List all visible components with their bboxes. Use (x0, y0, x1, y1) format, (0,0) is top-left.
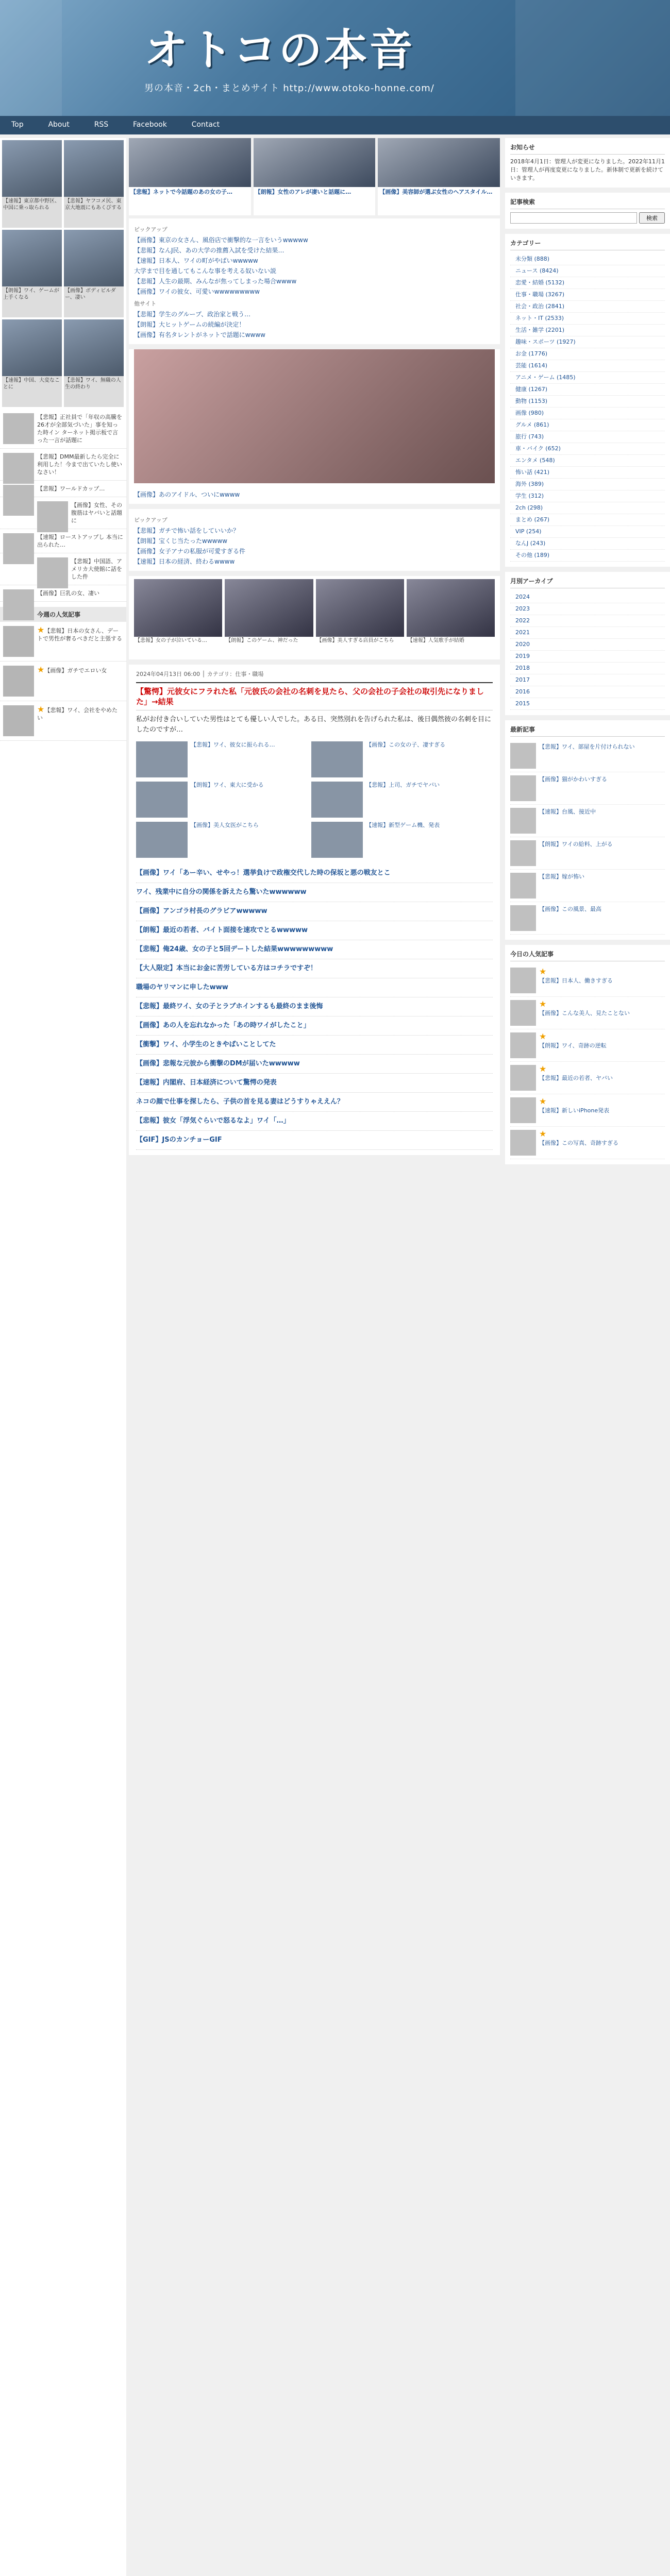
thumb-card[interactable] (2, 319, 62, 407)
popular-thumb (510, 968, 536, 993)
ad-caption: 【画像】美人すぎる店員がこちら (316, 637, 404, 656)
ad-card[interactable] (316, 579, 404, 656)
thumb-card[interactable] (64, 319, 124, 407)
search-widget (505, 193, 670, 229)
popular-text: 【朗報】ワイ、奇跡の逆転 (539, 1042, 607, 1049)
related-link[interactable]: ネコの顔で仕事を探したら、子供の首を見る妻はどうすりゃええん？ (136, 1093, 493, 1112)
popular-item[interactable] (510, 1062, 665, 1094)
featured-image (254, 138, 376, 187)
left-post[interactable]: 【悲報】ワールドカップ… (0, 481, 126, 497)
nav-facebook[interactable]: Facebook (133, 121, 167, 129)
left-sidebar (0, 138, 126, 2576)
main-content (129, 138, 500, 2576)
recent-text: 【悲報】嫁が怖い (539, 873, 584, 880)
related-link[interactable]: 【悲報】彼女「浮気ぐらいで怒るなよ」ワイ「…」 (136, 1112, 493, 1131)
popular-thumb (510, 1032, 536, 1058)
archive-item[interactable]: 2015 (510, 698, 665, 710)
related-link[interactable]: 【悲報】最終ワイ、女の子とラブホインするも最終のまま後悔 (136, 997, 493, 1016)
post-thumb (3, 626, 34, 657)
left-post[interactable]: 【画像】女性、その腹筋はヤバいと話題に (0, 497, 126, 529)
pickup-list (129, 218, 500, 344)
thumb-caption: 【画像】ボディビルダー、凄い (65, 288, 116, 300)
card-text: 【朗報】ワイ、東大に受かる (191, 782, 264, 788)
archive-item[interactable]: 2018 (510, 663, 665, 674)
left-rank[interactable]: ★ 【悲報】ワイ、会社をやめたい (0, 701, 126, 741)
category-item[interactable]: なんJ (243) (510, 538, 665, 550)
post-thumb (37, 557, 68, 588)
widget-title: お知らせ (510, 143, 665, 155)
category-item[interactable]: 健康 (1267) (510, 384, 665, 396)
pickup-link[interactable]: 【画像】ワイの彼女、可愛いwwwwwwwww (134, 288, 260, 295)
category-item[interactable]: 学生 (312) (510, 490, 665, 502)
ad-row (129, 576, 500, 659)
recent-text: 【朗報】ワイの給料、上がる (539, 841, 613, 848)
category-item[interactable]: まとめ (267) (510, 514, 665, 526)
featured-row (129, 138, 500, 215)
popular-text: 【悲報】日本人、働きすぎる (539, 977, 613, 984)
category-item[interactable]: お金 (1776) (510, 348, 665, 360)
related-link[interactable]: 【朗報】最近の若者、バイト面接を速攻でとるwwwww (136, 921, 493, 940)
recent-thumb (510, 808, 536, 834)
recent-item[interactable] (510, 870, 665, 902)
featured-caption: 【画像】美容師が選ぶ女性のヘアスタイル… (379, 189, 493, 195)
popular-item[interactable] (510, 964, 665, 997)
site-subtitle: 男の本音・2ch・まとめサイト http://www.otoko-honne.com/ (144, 83, 434, 94)
card-thumb (136, 822, 188, 858)
category-item[interactable]: 恋愛・結婚 (5132) (510, 277, 665, 289)
recent-thumb (510, 743, 536, 769)
ad-card[interactable] (134, 579, 222, 656)
category-item[interactable]: グルメ (861) (510, 419, 665, 431)
site-title: オトコの本音 (144, 24, 415, 75)
archive-item[interactable]: 2022 (510, 615, 665, 627)
recent-widget (505, 720, 670, 940)
category-list (510, 253, 665, 562)
featured-image (378, 138, 500, 187)
card-thumb (136, 741, 188, 777)
popular-thumb (510, 1000, 536, 1026)
category-item[interactable]: 生活・雑学 (2201) (510, 325, 665, 336)
category-widget (505, 234, 670, 567)
left-section-title: 今週の人気記事 (0, 607, 126, 622)
pickup-heading: 他サイト (134, 300, 157, 307)
pickup-link[interactable]: 【朗報】宝くじ当たったwwwww (134, 537, 228, 545)
category-item[interactable]: 未分類 (888) (510, 253, 665, 265)
featured-card[interactable] (254, 138, 376, 215)
post-thumb (3, 705, 34, 736)
ad-card[interactable] (407, 579, 495, 656)
pickup-link[interactable]: 大学まで目を通してもこんな事を考える奴いない説 (134, 267, 277, 275)
search-input[interactable] (510, 212, 637, 224)
thumb-caption: 【悲報】ヤフコメ民、東京大地震にもあくびする (65, 198, 122, 211)
left-post[interactable]: 【悲報】正社員で「年収の高騰を26才が全部気づいた」事を知った時イン ターネット掲示板で言った一言が話題に (0, 409, 126, 449)
left-post[interactable]: 【悲報】DMM最新したら完全に利用した！今まで出ていたし使いなさい！ (0, 449, 126, 481)
popular-item[interactable] (510, 997, 665, 1029)
nav-top[interactable]: Top (11, 121, 24, 129)
related-link[interactable]: 【速報】内閣府、日本経済について驚愕の発表 (136, 1074, 493, 1093)
pickup-heading: ピックアップ (134, 226, 167, 233)
post-thumb (3, 589, 34, 620)
category-item[interactable]: その他 (189) (510, 550, 665, 562)
category-item[interactable]: 車・バイク (652) (510, 443, 665, 455)
popular-thumb (510, 1065, 536, 1091)
pickup-link[interactable]: 【悲報】なんJ民、あの大学の推薦入試を受けた結果… (134, 247, 284, 254)
recent-item[interactable] (510, 902, 665, 935)
category-item[interactable]: 芸能 (1614) (510, 360, 665, 372)
post-thumb (3, 533, 34, 564)
recent-text: 【画像】猫がかわいすぎる (539, 776, 607, 783)
archive-item[interactable]: 2021 (510, 627, 665, 639)
ad-caption: 【朗報】このゲーム、神だった (225, 637, 313, 656)
ad-image (407, 579, 495, 637)
thumb-caption: 【速報】中国、大変なことに (3, 378, 60, 390)
thumb-image (64, 319, 124, 376)
card-thumb (311, 822, 363, 858)
banner-caption[interactable]: 【画像】あのアイドル、ついにwwww (134, 491, 240, 498)
category-item[interactable]: ニュース (8424) (510, 265, 665, 277)
archive-list (510, 591, 665, 710)
pickup-heading: ピックアップ (134, 517, 167, 523)
thumb-image (2, 230, 62, 286)
recent-item[interactable] (510, 740, 665, 772)
left-post[interactable]: 【速報】ローストアップし 本当に出られた… (0, 529, 126, 553)
thumb-caption: 【速報】東京都中野区、中国に乗っ取られる (3, 198, 60, 211)
thumb-image (2, 140, 62, 197)
thumb-card[interactable] (2, 140, 62, 228)
post-thumb (37, 501, 68, 532)
pickup-link[interactable]: 【悲報】ガチで怖い話をしていいか？ (134, 527, 240, 534)
category-item[interactable]: アニメ・ゲーム (1485) (510, 372, 665, 384)
archive-item[interactable]: 2020 (510, 639, 665, 651)
archive-item[interactable]: 2016 (510, 686, 665, 698)
site-logo[interactable] (144, 15, 479, 93)
widget-title: 最新記事 (510, 725, 665, 737)
recent-thumb (510, 775, 536, 801)
related-link[interactable]: 【画像】あの人を忘れなかった「あの時ワイがしたこと」 (136, 1016, 493, 1036)
article-card[interactable] (311, 782, 482, 818)
recent-item[interactable] (510, 805, 665, 837)
notice-text: 2018年4月1日：管理人が変更になりました。2022年11月1日：管理人が再度変更になりました。新体制で更新を続けていきます。 (510, 158, 665, 181)
search-form (510, 212, 665, 224)
banner-image[interactable] (134, 349, 495, 483)
popular-text: 【悲報】最近の若者、ヤバい (539, 1075, 613, 1081)
header-decoration (0, 0, 62, 116)
ad-image (316, 579, 404, 637)
banner-caption-wrap (129, 485, 500, 504)
related-list (136, 864, 493, 1150)
recent-item[interactable] (510, 772, 665, 805)
site-header (0, 0, 670, 116)
thumb-image (64, 230, 124, 286)
article-cards (136, 741, 493, 858)
post-thumb (3, 485, 34, 516)
star-icon: ★ (539, 1096, 547, 1106)
featured-caption: 【悲報】ネットで今話題のあの女の子… (130, 189, 232, 195)
popular-item[interactable] (510, 1127, 665, 1159)
popular-text: 【速報】新しいiPhone発表 (539, 1107, 610, 1114)
widget-title: カテゴリー (510, 239, 665, 250)
notice-widget (505, 138, 670, 188)
star-icon: ★ (539, 967, 547, 976)
pickup-link[interactable]: 【悲報】人生の最期、みんなが焦ってしまった場合wwww (134, 278, 297, 285)
ad-caption: 【悲報】女の子が泣いている… (134, 637, 222, 656)
header-decoration (515, 0, 670, 116)
archive-item[interactable]: 2017 (510, 674, 665, 686)
article-title[interactable]: 【驚愕】元彼女にフラれた私「元彼氏の会社の名刺を見たら、父の会社の子会社の取引先になりました」→結果 (136, 682, 493, 710)
card-text: 【悲報】上司、ガチでヤバい (366, 782, 440, 788)
nav-contact[interactable]: Contact (191, 121, 220, 129)
related-link[interactable]: ワイ、残業中に自分の関係を訴えたら驚いたwwwwww (136, 883, 493, 902)
main-nav (0, 116, 670, 134)
popular-widget (505, 945, 670, 1164)
article-card[interactable] (136, 741, 307, 777)
recent-item[interactable] (510, 837, 665, 870)
thumb-caption: 【悲報】ワイ、無職の人生の終わり (65, 378, 121, 390)
popular-item[interactable] (510, 1094, 665, 1127)
popular-thumb (510, 1097, 536, 1123)
category-item[interactable]: ネット・IT (2533) (510, 313, 665, 325)
category-item[interactable]: 怖い話 (421) (510, 467, 665, 479)
post-thumb (3, 666, 34, 697)
category-item[interactable]: 動物 (1153) (510, 396, 665, 408)
widget-title: 月別アーカイブ (510, 577, 665, 588)
category-item[interactable]: 海外 (389) (510, 479, 665, 490)
popular-item[interactable] (510, 1029, 665, 1062)
card-text: 【悲報】ワイ、彼女に振られる… (191, 741, 275, 748)
category-item[interactable]: VIP (254) (510, 526, 665, 538)
article-meta: 2024年04月13日 06:00 │ カテゴリ：仕事・職場 (136, 671, 264, 677)
star-icon: ★ (539, 999, 547, 1009)
thumb-image (2, 319, 62, 376)
article-card[interactable] (311, 822, 482, 858)
article-card[interactable] (136, 822, 307, 858)
recent-text: 【速報】台風、接近中 (539, 808, 596, 815)
featured-image (129, 138, 251, 187)
thumb-card[interactable] (64, 230, 124, 317)
popular-thumb (510, 1130, 536, 1156)
recent-thumb (510, 905, 536, 931)
ad-card[interactable] (225, 579, 313, 656)
archive-item[interactable]: 2023 (510, 603, 665, 615)
card-thumb (311, 741, 363, 777)
related-link[interactable]: 【画像】悲報な元彼から衝撃のDMが届いたwwwww (136, 1055, 493, 1074)
star-icon: ★ (539, 1031, 547, 1041)
star-icon: ★ (37, 665, 45, 674)
article (129, 665, 500, 1155)
widget-title: 記事検索 (510, 198, 665, 209)
archive-item[interactable]: 2019 (510, 651, 665, 663)
pickup-link[interactable]: 【朗報】大ヒットゲームの続編が決定！ (134, 321, 245, 328)
featured-card[interactable] (129, 138, 251, 215)
star-icon: ★ (539, 1129, 547, 1139)
recent-text: 【画像】この風景、最高 (539, 906, 601, 912)
ad-image (134, 579, 222, 637)
post-thumb (3, 453, 34, 484)
related-link[interactable]: 【GIF】JSのカンチョーGIF (136, 1131, 493, 1150)
category-item[interactable]: 仕事・職場 (3267) (510, 289, 665, 301)
card-thumb (136, 782, 188, 818)
category-item[interactable]: 社会・政治 (2841) (510, 301, 665, 313)
pickup-link[interactable]: 【画像】東京の女さん、風俗店で衝撃的な一言をいうwwwww (134, 236, 308, 244)
card-thumb (311, 782, 363, 818)
widget-title: 今日の人気記事 (510, 950, 665, 961)
popular-text: 【画像】この写真、奇跡すぎる (539, 1140, 618, 1146)
thumb-card[interactable] (64, 140, 124, 228)
category-item[interactable]: 画像 (980) (510, 408, 665, 419)
category-item[interactable]: 趣味・スポーツ (1927) (510, 336, 665, 348)
related-link[interactable]: 職場のヤリマンに申したwww (136, 978, 493, 997)
nav-about[interactable]: About (48, 121, 70, 129)
thumb-card[interactable] (2, 230, 62, 317)
popular-text: 【画像】こんな美人、見たことない (539, 1010, 630, 1016)
card-text: 【画像】この女の子、凄すぎる (366, 741, 446, 748)
article-card[interactable] (136, 782, 307, 818)
recent-thumb (510, 873, 536, 899)
archive-item[interactable]: 2024 (510, 591, 665, 603)
pickup-link[interactable]: 【速報】日本の経済、終わるwwww (134, 558, 235, 565)
related-link[interactable]: 【画像】ワイ「あー辛い、せやっ！選挙負けで政権交代した時の保坂と悪の戦友とこ (136, 864, 493, 883)
recent-text: 【悲報】ワイ、部屋を片付けられない (539, 743, 635, 750)
pickup-link[interactable]: 【画像】女子アナの私服が可愛すぎる件 (134, 548, 246, 555)
banner-box (129, 349, 500, 504)
featured-card[interactable] (378, 138, 500, 215)
search-button[interactable]: 検索 (639, 212, 665, 224)
post-thumb (3, 413, 34, 444)
article-card[interactable] (311, 741, 482, 777)
left-rank[interactable]: ★ 【悲報】日本の女さん、デートで男性が奢るべきだと主張する (0, 622, 126, 662)
left-rank[interactable]: ★ 【画像】ガチでエロい女 (0, 662, 126, 701)
category-item[interactable]: 旅行 (743) (510, 431, 665, 443)
nav-rss[interactable]: RSS (94, 121, 109, 129)
related-link[interactable]: 【画像】アンゴラ村長のグラビアwwwww (136, 902, 493, 921)
pickup-list-2 (129, 509, 500, 571)
featured-caption: 【朗報】女性のアレが凄いと話題に… (255, 189, 351, 195)
article-body: 私がお付き合いしていた男性はとても優しい人でした。ある日、突然別れを告げられた私は、後日偶然彼の名刺を目にしたのですが… (136, 716, 492, 734)
pickup-link[interactable]: 【速報】日本人、ワイの町がやばいwwwww (134, 257, 258, 264)
star-icon: ★ (37, 625, 45, 635)
recent-thumb (510, 840, 536, 866)
star-icon: ★ (37, 704, 45, 714)
ad-image (225, 579, 313, 637)
thumb-caption: 【朗報】ワイ、ゲームが上手くなる (3, 288, 59, 300)
star-icon: ★ (539, 1064, 547, 1074)
left-thumb-grid (0, 138, 126, 409)
category-item[interactable]: エンタメ (548) (510, 455, 665, 467)
left-post[interactable]: 【悲報】中国語、アメリカ大使館に話をした件 (0, 553, 126, 585)
card-text: 【画像】美人女医がこちら (191, 822, 259, 828)
related-link[interactable]: 【大人限定】本当にお金に苦労している方はコチラですぞ！ (136, 959, 493, 978)
pickup-link[interactable]: 【悲報】学生のグループ、政治家と戦う… (134, 311, 251, 318)
left-post[interactable]: 【画像】巨乳の女、凄い (0, 585, 126, 602)
right-sidebar (505, 138, 670, 2576)
related-link[interactable]: 【悲報】俺24歳、女の子と5回デートした結果wwwwwwwww (136, 940, 493, 959)
pickup-link[interactable]: 【画像】有名タレントがネットで話題にwwww (134, 331, 265, 338)
thumb-image (64, 140, 124, 197)
related-link[interactable]: 【衝撃】ワイ、小学生のときやばいことしてた (136, 1036, 493, 1055)
category-item[interactable]: 2ch (298) (510, 502, 665, 514)
card-text: 【速報】新型ゲーム機、発表 (366, 822, 440, 828)
ad-caption: 【速報】人気歌手が結婚 (407, 637, 495, 656)
archive-widget (505, 572, 670, 715)
